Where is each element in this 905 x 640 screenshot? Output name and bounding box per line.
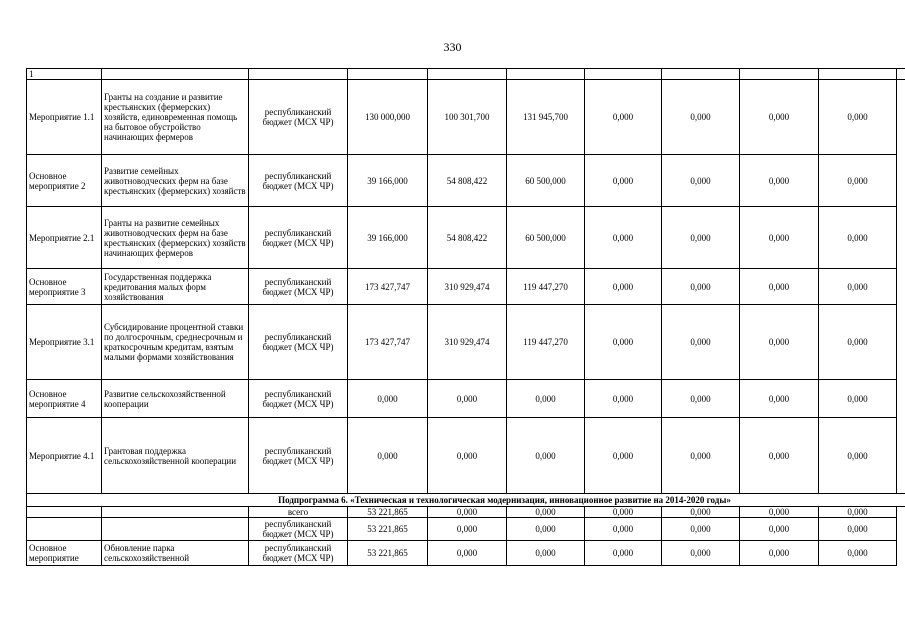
amount-cell: 54 808,422 xyxy=(428,207,507,269)
amount-cell: 119 447,270 xyxy=(507,305,585,380)
amount-cell: 0,000 xyxy=(819,269,897,305)
amount-cell: 0,000 xyxy=(662,380,740,418)
amount-cell: 0,000 xyxy=(740,541,819,566)
column-number-cell xyxy=(662,69,740,80)
amount-cell: 60 500,000 xyxy=(507,155,585,207)
amount-cell: 54 808,422 xyxy=(428,155,507,207)
amount-cell: 0,000 xyxy=(348,418,428,494)
amount-cell: 173 427,747 xyxy=(348,305,428,380)
amount-cell: 0,000 xyxy=(819,541,897,566)
amount-cell: 0,000 xyxy=(740,507,819,518)
amount-cell: 0,000 xyxy=(819,155,897,207)
funding-source-cell: республиканский бюджет (МСХ ЧР) xyxy=(249,155,348,207)
amount-cell: 0,000 xyxy=(819,380,897,418)
column-number-cell xyxy=(507,69,585,80)
amount-cell: 0,000 xyxy=(585,207,662,269)
column-number-cell xyxy=(897,69,905,80)
funding-source-cell: республиканский бюджет (МСХ ЧР) xyxy=(249,305,348,380)
amount-cell: 0,000 xyxy=(662,541,740,566)
activity-description-cell: Обновление парка сельскохозяйственной xyxy=(102,541,249,566)
amount-cell: 0,000 xyxy=(585,380,662,418)
amount-cell: 0,000 xyxy=(740,80,819,155)
amount-cell: 310 929,474 xyxy=(428,305,507,380)
table-row xyxy=(27,305,905,380)
page-number: 330 xyxy=(443,40,462,54)
activity-description-cell: Гранты на создание и развитие крестьянских (фермерских) хозяйств, единовременная помощь на бытовое обустройство начинающих фермеров xyxy=(102,80,249,155)
subprogram-row xyxy=(27,541,905,566)
amount-cell: 0,000 xyxy=(428,507,507,518)
activity-name-cell: Основное мероприятие 3 xyxy=(27,269,102,305)
activity-description-cell: Субсидирование процентной ставки по долгосрочным, среднесрочным и краткосрочным кредитам, взятым малыми формами хозяйствования xyxy=(102,305,249,380)
activity-description-cell: Грантовая поддержка сельскохозяйственной кооперации xyxy=(102,418,249,494)
activity-description-cell: Гранты на развитие семейных животноводческих ферм на базе крестьянских (фермерских) хозяйств начинающих фермеров xyxy=(102,207,249,269)
amount-cell: 0,000 xyxy=(819,80,897,155)
amount-cell: 0,000 xyxy=(348,380,428,418)
amount-cell: 0,000 xyxy=(819,507,897,518)
amount-cell: 39 166,000 xyxy=(348,207,428,269)
amount-cell: 0,000 xyxy=(507,380,585,418)
activity-name-cell: Основное мероприятие xyxy=(27,541,102,566)
amount-cell: 173 427,747 xyxy=(348,269,428,305)
amount-cell: 53 221,865 xyxy=(348,518,428,541)
activity-name-cell: Мероприятие 1.1 xyxy=(27,80,102,155)
amount-cell: 0,000 xyxy=(507,541,585,566)
activity-description-cell: Развитие сельскохозяйственной кооперации xyxy=(102,380,249,418)
amount-cell: 0,000 xyxy=(662,518,740,541)
funding-source-cell: республиканский бюджет (МСХ ЧР) xyxy=(249,80,348,155)
amount-cell: 0,000 xyxy=(662,155,740,207)
amount-cell: 60 500,000 xyxy=(507,207,585,269)
activity-name-cell: Основное мероприятие 2 xyxy=(27,155,102,207)
activity-description-cell xyxy=(102,518,249,541)
amount-cell: 0,000 xyxy=(740,418,819,494)
amount-cell: 119 447,270 xyxy=(507,269,585,305)
amount-cell: 53 221,865 xyxy=(348,507,428,518)
column-number-cell xyxy=(348,69,428,80)
amount-cell: 0,000 xyxy=(662,207,740,269)
column-number-cell xyxy=(585,69,662,80)
column-number-cell xyxy=(819,69,897,80)
amount-cell: 0,000 xyxy=(585,507,662,518)
amount-cell: 0,000 xyxy=(740,155,819,207)
amount-cell: 0,000 xyxy=(507,507,585,518)
column-number-cell: 1 xyxy=(27,69,102,80)
activity-description-cell xyxy=(102,507,249,518)
table-row xyxy=(27,80,905,155)
table-row xyxy=(27,418,905,494)
funding-source-cell: всего xyxy=(249,507,348,518)
amount-cell: 0,000 xyxy=(428,418,507,494)
amount-cell: 0,000 xyxy=(740,207,819,269)
amount-cell: 0,000 xyxy=(740,269,819,305)
amount-cell: 310 929,474 xyxy=(428,269,507,305)
funding-source-cell: республиканский бюджет (МСХ ЧР) xyxy=(249,269,348,305)
table-row xyxy=(27,380,905,418)
amount-cell: 0,000 xyxy=(740,380,819,418)
funding-source-cell: республиканский бюджет (МСХ ЧР) xyxy=(249,518,348,541)
funding-source-cell: республиканский бюджет (МСХ ЧР) xyxy=(249,418,348,494)
amount-cell: 0,000 xyxy=(585,418,662,494)
table-row xyxy=(27,269,905,305)
amount-cell: 0,000 xyxy=(662,80,740,155)
table-row xyxy=(27,207,905,269)
amount-cell: 130 000,000 xyxy=(348,80,428,155)
amount-cell: 0,000 xyxy=(740,518,819,541)
activity-name-cell xyxy=(27,518,102,541)
activity-name-cell: Мероприятие 2.1 xyxy=(27,207,102,269)
activity-name-cell: Основное мероприятие 4 xyxy=(27,380,102,418)
amount-cell: 53 221,865 xyxy=(348,541,428,566)
activity-description-cell: Государственная поддержка кредитования малых форм хозяйствования xyxy=(102,269,249,305)
amount-cell: 0,000 xyxy=(428,518,507,541)
amount-cell: 0,000 xyxy=(507,418,585,494)
amount-cell: 0,000 xyxy=(819,518,897,541)
budget-table-body xyxy=(27,69,905,566)
funding-source-cell: республиканский бюджет (МСХ ЧР) xyxy=(249,207,348,269)
amount-cell: 100 301,700 xyxy=(428,80,507,155)
amount-cell: 39 166,000 xyxy=(348,155,428,207)
subprogram-row xyxy=(27,518,905,541)
amount-cell: 0,000 xyxy=(819,418,897,494)
funding-source-cell: республиканский бюджет (МСХ ЧР) xyxy=(249,380,348,418)
amount-cell: 0,000 xyxy=(507,518,585,541)
amount-cell: 0,000 xyxy=(428,380,507,418)
amount-cell: 0,000 xyxy=(740,305,819,380)
amount-cell: 0,000 xyxy=(585,305,662,380)
activity-name-cell: Мероприятие 4.1 xyxy=(27,418,102,494)
column-number-cell xyxy=(428,69,507,80)
activity-name-cell: Мероприятие 3.1 xyxy=(27,305,102,380)
table-row xyxy=(27,155,905,207)
amount-cell: 0,000 xyxy=(585,155,662,207)
column-number-cell xyxy=(740,69,819,80)
subprogram-title-row xyxy=(27,494,905,507)
amount-cell: 0,000 xyxy=(662,507,740,518)
amount-cell: 0,000 xyxy=(585,518,662,541)
subprogram-row xyxy=(27,507,905,518)
amount-cell: 0,000 xyxy=(819,305,897,380)
amount-cell: 0,000 xyxy=(585,80,662,155)
amount-cell: 0,000 xyxy=(585,269,662,305)
budget-table xyxy=(26,68,905,566)
amount-cell: 0,000 xyxy=(662,305,740,380)
subprogram-title: Подпрограмма 6. «Техническая и технологическая модернизация, инновационное развитие на 2014-2020 годы» xyxy=(27,494,905,507)
amount-cell: 0,000 xyxy=(819,207,897,269)
activity-description-cell: Развитие семейных животноводческих ферм на базе крестьянских (фермерских) хозяйств xyxy=(102,155,249,207)
amount-cell: 0,000 xyxy=(428,541,507,566)
column-number-row xyxy=(27,69,905,80)
amount-cell: 0,000 xyxy=(662,418,740,494)
activity-name-cell xyxy=(27,507,102,518)
funding-source-cell: республиканский бюджет (МСХ ЧР) xyxy=(249,541,348,566)
amount-cell: 0,000 xyxy=(662,269,740,305)
column-number-cell xyxy=(102,69,249,80)
amount-cell: 0,000 xyxy=(585,541,662,566)
amount-cell: 131 945,700 xyxy=(507,80,585,155)
column-number-cell xyxy=(249,69,348,80)
